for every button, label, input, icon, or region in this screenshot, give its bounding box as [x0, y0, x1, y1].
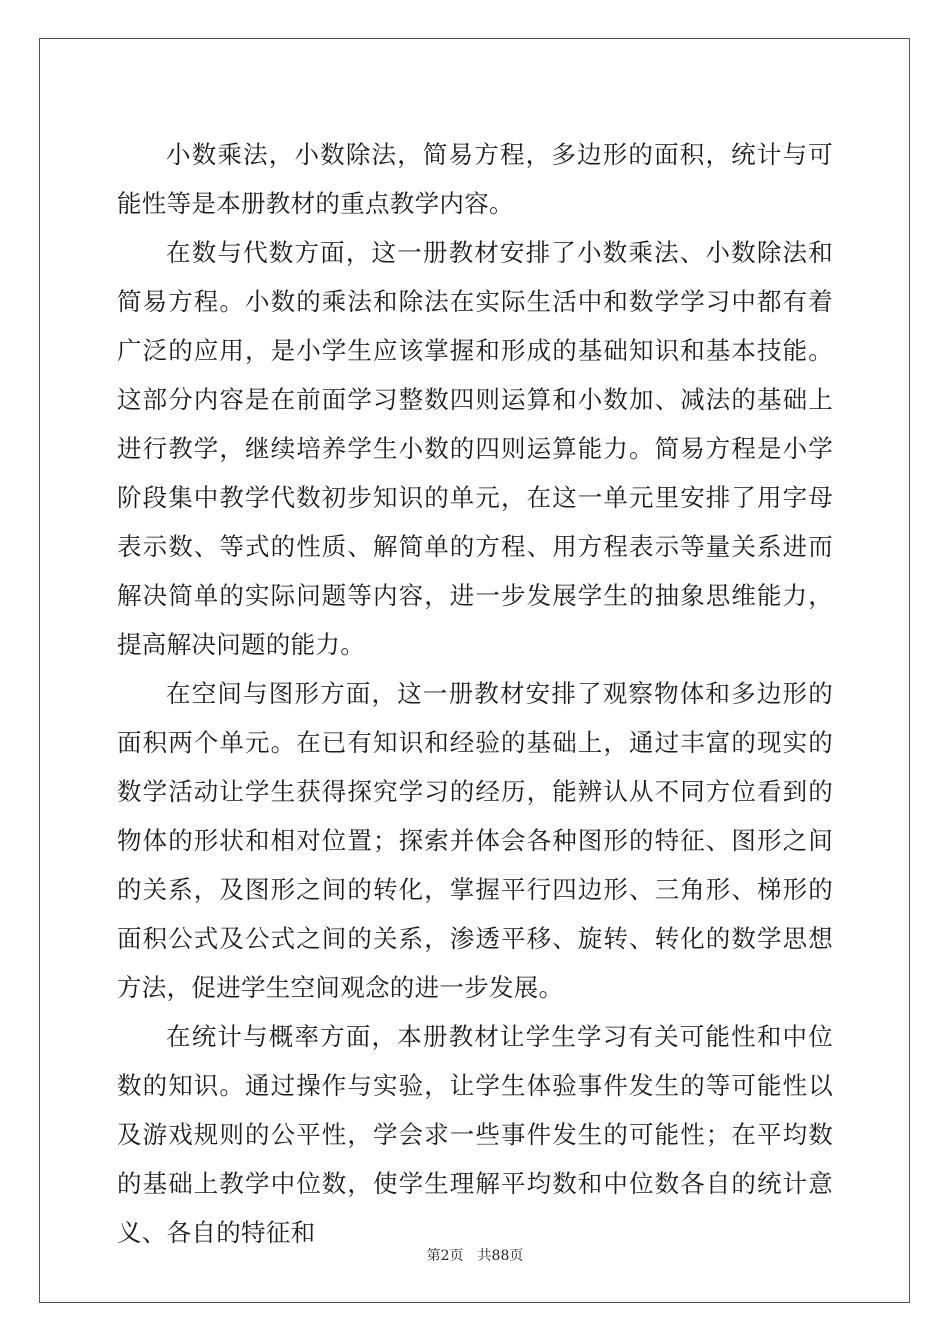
- paragraph-3: 在空间与图形方面，这一册教材安排了观察物体和多边形的面积两个单元。在已有知识和经验的基础上，通过丰富的现实的数学活动让学生获得探究学习的经历，能辨认从不同方位看到的物体的形状和相对位置；探索并体会各种图形的特征、图形之间的关系，及图形之间的转化，掌握平行四边形、三角形、梯形的面积公式及公式之间的关系，渗透平移、旋转、转化的数学思想方法，促进学生空间观念的进一步发展。: [117, 679, 833, 1002]
- page-total: 共88页: [477, 1248, 524, 1264]
- document-body: [117, 130, 833, 1257]
- paragraph-4: 在统计与概率方面，本册教材让学生学习有关可能性和中位数的知识。通过操作与实验，让学生体验事件发生的等可能性以及游戏规则的公平性，学会求一些事件发生的可能性；在平均数的基础上教学中位数，使学生理解平均数和中位数各自的统计意义、各自的特征和: [117, 1022, 833, 1247]
- paragraph-2: 在数与代数方面，这一册教材安排了小数乘法、小数除法和简易方程。小数的乘法和除法在实际生活中和数学学习中都有着广泛的应用，是小学生应该掌握和形成的基础知识和基本技能。这部分内容是在前面学习整数四则运算和小数加、减法的基础上进行教学，继续培养学生小数的四则运算能力。简易方程是小学阶段集中教学代数初步知识的单元，在这一单元里安排了用字母表示数、等式的性质、解简单的方程、用方程表示等量关系进而解决简单的实际问题等内容，进一步发展学生的抽象思维能力，提高解决问题的能力。: [117, 238, 833, 659]
- paragraph-1: 小数乘法，小数除法，简易方程，多边形的面积，统计与可能性等是本册教材的重点教学内容。: [117, 140, 833, 218]
- page-number: 第2页: [426, 1248, 464, 1264]
- page-footer: [0, 1246, 950, 1266]
